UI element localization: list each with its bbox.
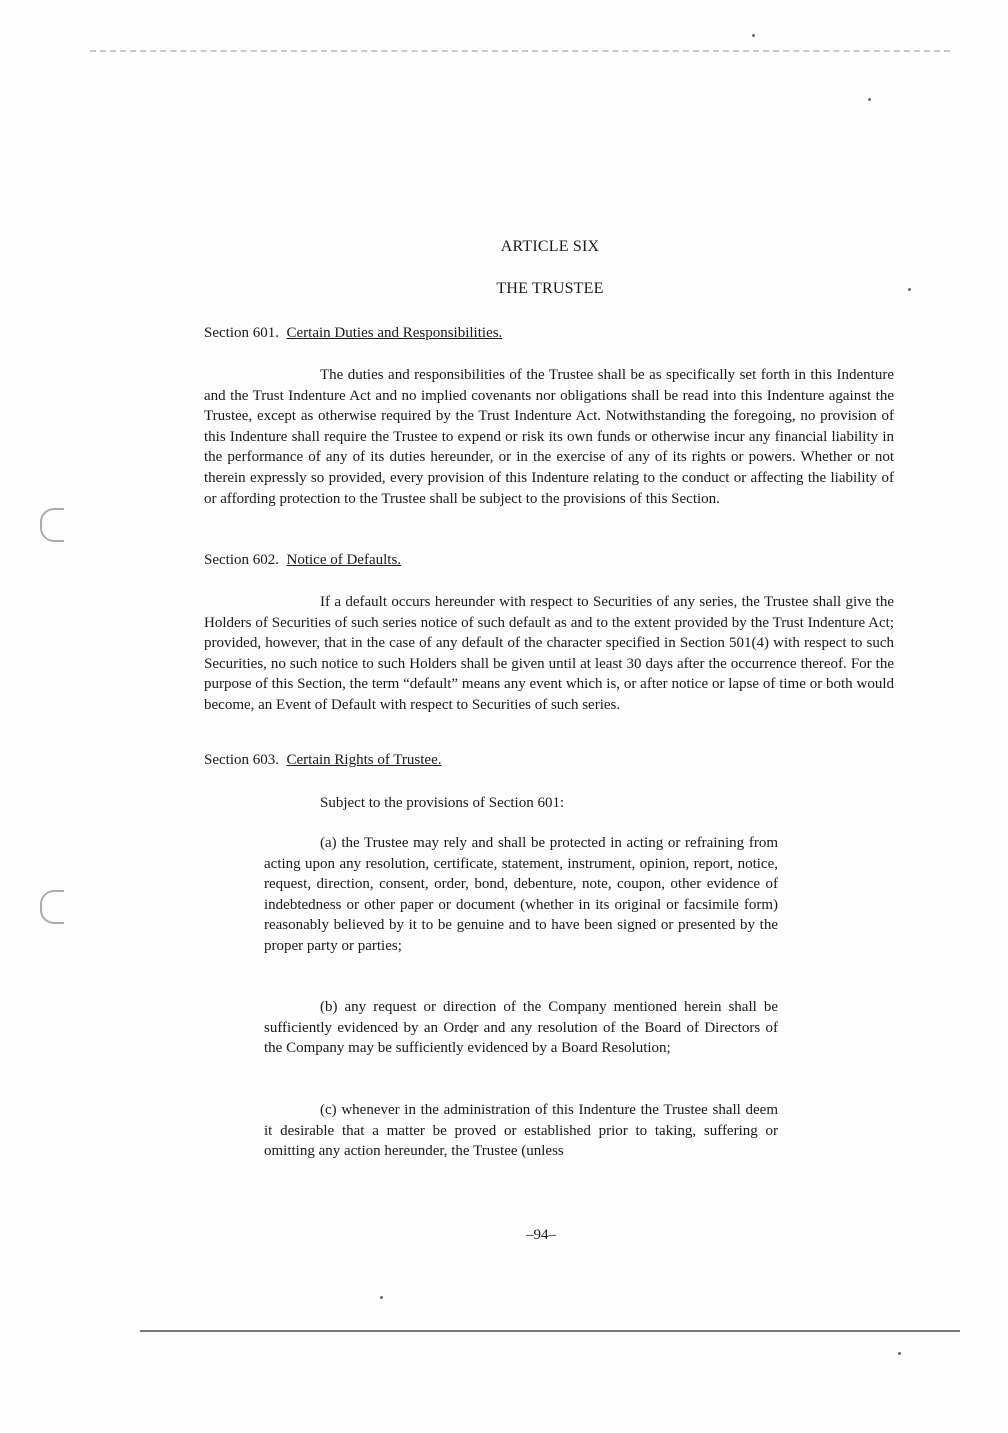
punch-hole-mark [40,890,64,924]
section-caption: Notice of Defaults. [286,552,402,568]
section-caption: Certain Rights of Trustee. [286,752,442,768]
clause-text: (a) the Trustee may rely and shall be protected in acting or refraining from acting upon any resolution, certificate, statement, instrument, opinion, report, notice, request, direction, consent, order, bond, debenture, note, coupon, other evidence of indebtedness or other paper or document (whether in its original or facsimile form) reasonably believed by it to be genuine and to have been signed or presented by the proper party or parties; [264,835,778,954]
punch-hole-mark [40,508,64,542]
section-602-heading [204,552,401,569]
scan-speck [380,1296,383,1299]
section-caption: Certain Duties and Responsibilities. [286,325,503,341]
section-number: Section 601. [204,325,279,341]
paragraph-text: If a default occurs hereunder with respect to Securities of any series, the Trustee shall give the Holders of Securities of such series notice of such default as and to the extent provided by the Trust Indenture Act; provided, however, that in the case of any default of the character specified in Section 501(4) with respect to such Securities, no such notice to such Holders shall be given until at least 30 days after the occurrence thereof. For the purpose of this Section, the term “default” means any event which is, or after notice or lapse of time or both would become, an Event of Default with respect to Securities of such series. [204,594,894,713]
clause-b [264,997,778,1059]
section-601-body [204,365,894,509]
bottom-rule [140,1330,960,1332]
paragraph-text: The duties and responsibilities of the Trustee shall be as specifically set forth in this Indenture and the Trust Indenture Act and no implied covenants nor obligations shall be read into this Indenture against the Trustee, except as otherwise required by the Trust Indenture Act. Notwithstanding the foregoing, no provision of this Indenture shall require the Trustee to expend or risk its own funds or otherwise incur any financial liability in the performance of any of its duties hereunder, or in the exercise of any of its rights or powers. Whether or not therein expressly so provided, every provision of this Indenture relating to the conduct or affecting the liability of or affording protection to the Trustee shall be subject to the provisions of this Section. [204,367,894,507]
article-subtitle: THE TRUSTEE [496,280,604,297]
section-number: Section 602. [204,552,279,568]
section-602-body [204,592,894,716]
section-number: Section 603. [204,752,279,768]
scan-speck [868,98,871,101]
section-601-heading [204,325,502,342]
section-603-heading [204,752,442,769]
clause-text: (c) whenever in the administration of this Indenture the Trustee shall deem it desirable that a matter be proved or established prior to taking, suffering or omitting any action hereunder, the Trustee (unless [264,1102,778,1160]
clause-a [264,833,778,957]
scan-artifact-line [90,50,950,54]
clause-c [264,1100,778,1162]
page-number: –94– [526,1227,556,1243]
section-603-intro: Subject to the provisions of Section 601: [320,795,565,811]
scan-speck [752,34,755,37]
scan-speck [898,1352,901,1355]
clause-text: (b) any request or direction of the Company mentioned herein shall be sufficiently evidenced by an Order and any resolution of the Board of Directors of the Company may be sufficiently evidenced by a Board Resolution; [264,999,778,1057]
article-title: ARTICLE SIX [500,238,600,255]
